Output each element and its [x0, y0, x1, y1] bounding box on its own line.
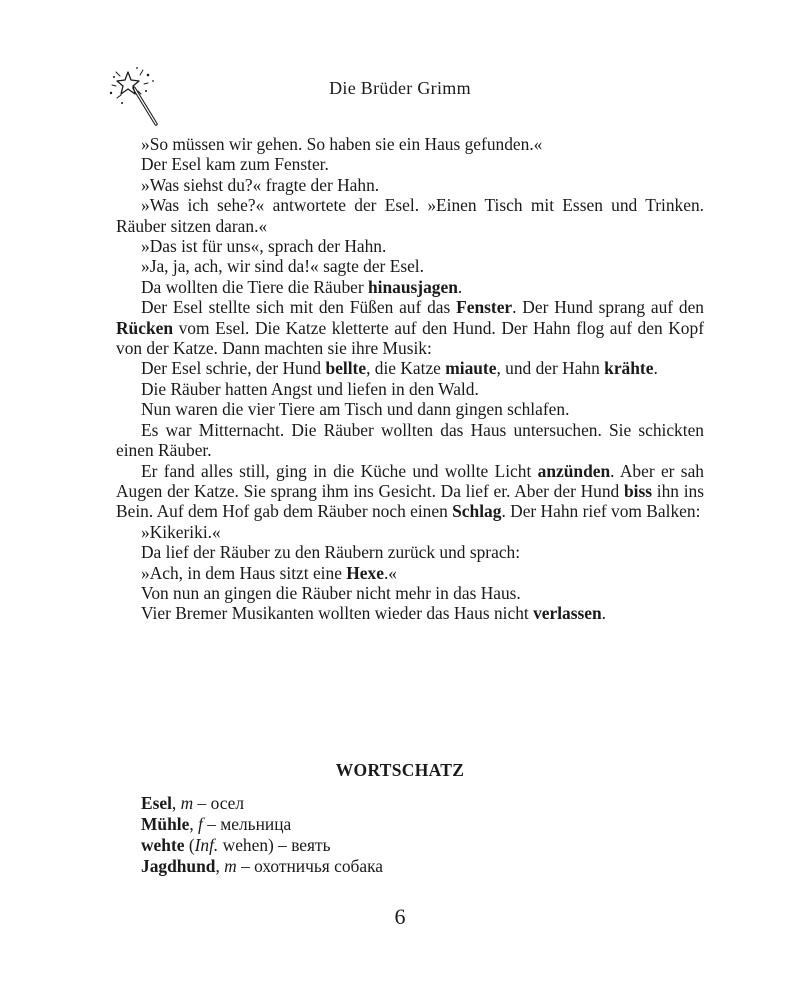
- text-run: , die Katze: [366, 358, 446, 379]
- text-run: . Der Hund sprang auf den: [512, 297, 704, 318]
- text-run: »Kikeriki.«: [141, 521, 221, 542]
- paragraph: [116, 277, 704, 297]
- bold-term: Jagdhund: [141, 856, 216, 876]
- bold-term: wehte: [141, 835, 185, 855]
- text-run: .: [653, 358, 658, 379]
- bold-term: Rücken: [116, 317, 174, 338]
- italic-text: m: [224, 856, 237, 876]
- text-run: »Was siehst du?« fragte der Hahn.: [141, 174, 380, 195]
- vocabulary-list: [141, 793, 383, 877]
- bold-term: bellte: [325, 358, 367, 379]
- text-run: . Aber er sah Augen der Katze. Sie sprang ihm ins Gesicht. Da lief er. Aber der Hund: [116, 460, 704, 501]
- text-run: »Ach, in dem Haus sitzt eine: [141, 562, 347, 583]
- text-run: .: [457, 276, 463, 297]
- text-run: »Das ist für uns«, sprach der Hahn.: [141, 236, 387, 257]
- italic-text: Inf.: [194, 835, 219, 855]
- text-run: wehen) – веять: [218, 835, 331, 855]
- bold-term: Hexe: [346, 562, 384, 583]
- text-run: Der Esel schrie, der Hund: [141, 358, 326, 379]
- text-run: Von nun an gingen die Räuber nicht mehr in das Haus.: [141, 582, 521, 603]
- paragraph: [116, 358, 704, 378]
- text-run: vom Esel. Die Katze kletterte auf den Hund. Der Hahn flog auf den Kopf von der Katze. Dann machten sie ihre Musik:: [116, 317, 704, 359]
- paragraph: [116, 154, 704, 174]
- vocabulary-item: [141, 814, 383, 835]
- vocabulary-item: [141, 835, 383, 856]
- bold-term: miaute: [445, 358, 497, 379]
- text-run: Nun waren die vier Tiere am Tisch und dann gingen schlafen.: [141, 399, 570, 420]
- paragraph: [116, 399, 704, 419]
- text-run: Der Esel stellte sich mit den Füßen auf das: [141, 297, 457, 318]
- text-run: Der Esel kam zum Fenster.: [141, 154, 329, 175]
- paragraph: [116, 583, 704, 603]
- text-run: – мельница: [202, 814, 292, 834]
- running-head-title: Die Brüder Grimm: [329, 78, 471, 98]
- text-run: »So müssen wir gehen. So haben sie ein Haus gefunden.«: [141, 134, 543, 154]
- italic-text: f: [198, 814, 203, 834]
- vocabulary-item: [141, 793, 383, 814]
- text-run: .: [601, 603, 607, 624]
- paragraph: [116, 379, 704, 399]
- text-run: (: [184, 835, 195, 855]
- text-run: – охотничья собака: [236, 856, 383, 876]
- bold-term: anzünden: [537, 460, 611, 481]
- paragraph: [116, 542, 704, 562]
- bold-term: Esel: [141, 793, 172, 813]
- text-run: ,: [171, 793, 181, 813]
- bold-term: biss: [623, 480, 653, 501]
- paragraph: [116, 522, 704, 542]
- page-number: 6: [394, 904, 406, 929]
- paragraph: [116, 175, 704, 195]
- paragraph: [116, 563, 704, 583]
- paragraph: [116, 461, 704, 522]
- vocabulary-title: WORTSCHATZ: [335, 760, 465, 780]
- bold-term: Fenster: [456, 297, 513, 318]
- paragraph: [116, 420, 704, 461]
- text-run: »Was ich sehe?« antwortete der Esel. »Einen Tisch mit Essen und Trinken. Räuber sitzen daran.«: [116, 195, 704, 236]
- paragraph: [116, 603, 704, 623]
- text-run: Da lief der Räuber zu den Räubern zurück und sprach:: [141, 542, 521, 563]
- text-run: .«: [383, 562, 397, 583]
- text-run: . Der Hahn rief vom Balken:: [501, 501, 701, 522]
- paragraph: [116, 236, 704, 256]
- bold-term: Mühle: [141, 814, 190, 834]
- text-run: ,: [189, 814, 199, 834]
- text-run: , und der Hahn: [496, 358, 605, 379]
- bold-term: hinausjagen: [368, 276, 458, 297]
- story-text: [116, 134, 704, 624]
- text-run: Da wollten die Tiere die Räuber: [141, 276, 368, 297]
- italic-text: m: [180, 793, 194, 813]
- paragraph: [116, 195, 704, 236]
- text-run: – осел: [193, 793, 245, 813]
- text-run: »Ja, ja, ach, wir sind da!« sagte der Esel.: [141, 256, 424, 277]
- bold-term: verlassen: [533, 603, 602, 624]
- text-run: Vier Bremer Musikanten wollten wieder das Haus nicht: [141, 603, 534, 624]
- text-run: Die Räuber hatten Angst und liefen in den Wald.: [141, 378, 479, 399]
- bold-term: Schlag: [452, 501, 502, 522]
- text-run: Er fand alles still, ging in die Küche und wollte Licht: [141, 460, 538, 481]
- text-run: ihn ins Bein. Auf dem Hof gab dem Räuber noch einen: [116, 480, 704, 522]
- text-run: ,: [215, 856, 225, 876]
- paragraph: [116, 134, 704, 154]
- text-run: Es war Mitternacht. Die Räuber wollten das Haus untersuchen. Sie schickten einen Räuber.: [116, 419, 704, 461]
- paragraph: [116, 256, 704, 276]
- paragraph: [116, 297, 704, 358]
- vocabulary-item: [141, 856, 383, 877]
- bold-term: krähte: [604, 358, 654, 379]
